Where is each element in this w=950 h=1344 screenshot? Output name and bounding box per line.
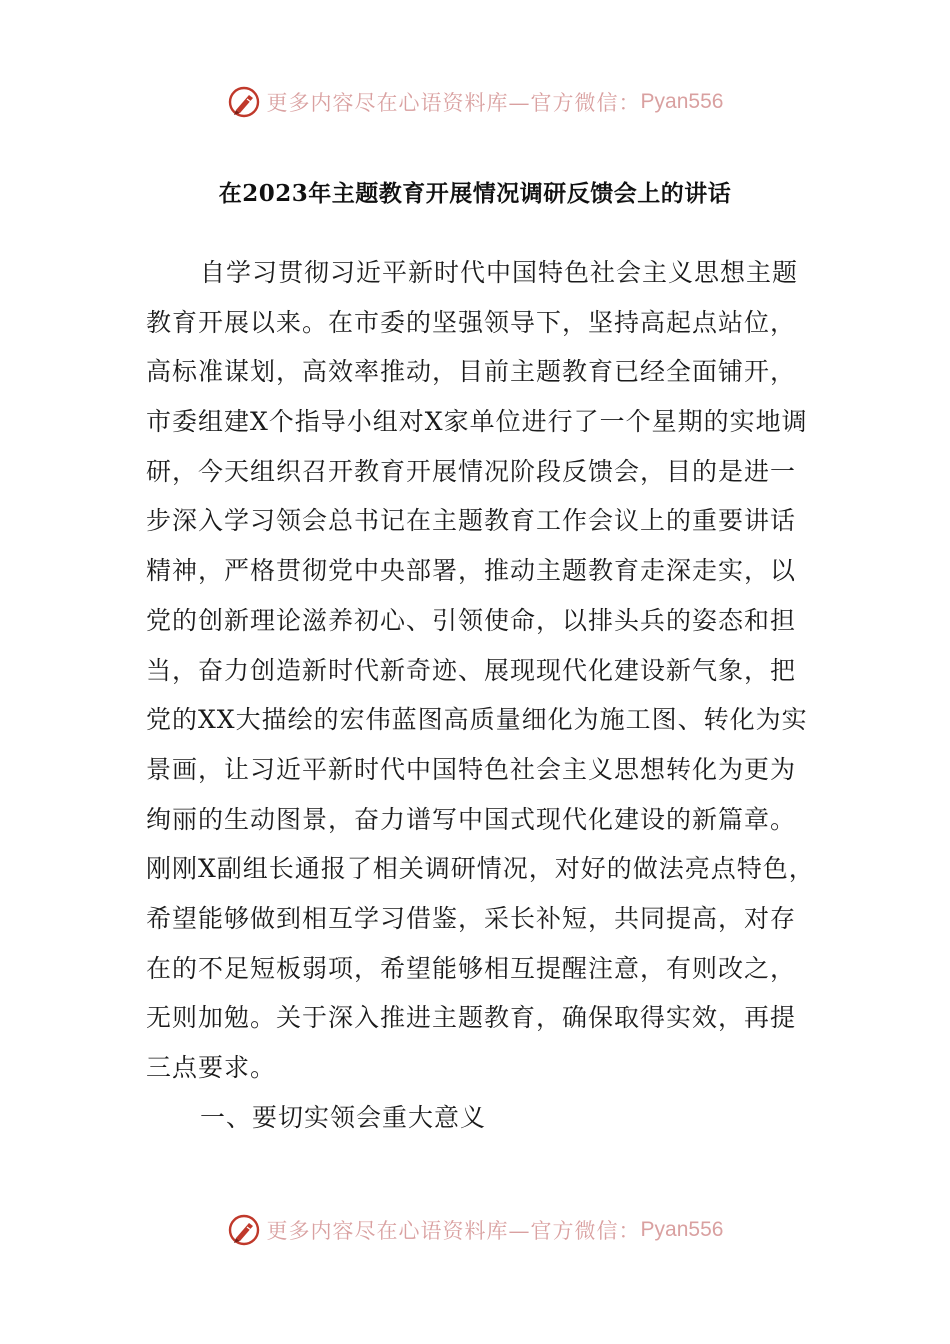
document-title: 在2023年主题教育开展情况调研反馈会上的讲话 (218, 180, 732, 207)
paragraph-line: 景画，让习近平新时代中国特色社会主义思想转化为更为 (146, 754, 797, 784)
pen-logo-icon (227, 85, 261, 119)
watermark-banner-bottom (0, 1210, 950, 1250)
paragraph-line: 刚刚X副组长通报了相关调研情况，对好的做法亮点特色， (146, 854, 815, 884)
section-heading: 一、要切实领会重大意义 (200, 1102, 487, 1132)
paragraph-line: 绚丽的生动图景，奋力谱写中国式现代化建设的新篇章。 (146, 804, 797, 834)
paragraph-line: 三点要求。 (146, 1053, 277, 1082)
paragraph-line: 希望能够做到相互学习借鉴，采长补短，共同提高，对存 (146, 903, 797, 933)
paragraph-line: 无则加勉。关于深入推进主题教育，确保取得实效，再提 (146, 1003, 797, 1033)
paragraph-line: 当，奋力创造新时代新奇迹、展现现代化建设新气象，把 (146, 655, 797, 685)
document-body (146, 248, 815, 1142)
pen-logo-icon (227, 1213, 261, 1247)
paragraph-line: 高标准谋划，高效率推动，目前主题教育已经全面铺开， (146, 357, 797, 387)
paragraph-line: 市委组建X个指导小组对X家单位进行了一个星期的实地调 (146, 407, 808, 437)
watermark-text: 更多内容尽在心语资料库—官方微信： (266, 91, 641, 115)
paragraph-line: 党的创新理论滋养初心、引领使命，以排头兵的姿态和担 (146, 605, 797, 635)
watermark-banner-top (0, 82, 950, 122)
watermark-text: 更多内容尽在心语资料库—官方微信： (266, 1219, 641, 1243)
watermark-code: Pyan556 (640, 1218, 724, 1241)
paragraph-line: 精神，严格贯彻党中央部署，推动主题教育走深走实，以 (146, 556, 797, 586)
paragraph-line: 在的不足短板弱项，希望能够相互提醒注意，有则改之， (146, 953, 797, 983)
paragraph-line: 自学习贯彻习近平新时代中国特色社会主义思想主题 (200, 258, 799, 287)
paragraph-line: 党的XX大描绘的宏伟蓝图高质量细化为施工图、转化为实 (146, 705, 808, 735)
watermark-code: Pyan556 (640, 90, 724, 113)
paragraph-line: 研，今天组织召开教育开展情况阶段反馈会，目的是进一 (146, 456, 797, 486)
paragraph-line: 教育开展以来。在市委的坚强领导下，坚持高起点站位， (146, 307, 797, 337)
paragraph-line: 步深入学习领会总书记在主题教育工作会议上的重要讲话 (146, 506, 797, 536)
